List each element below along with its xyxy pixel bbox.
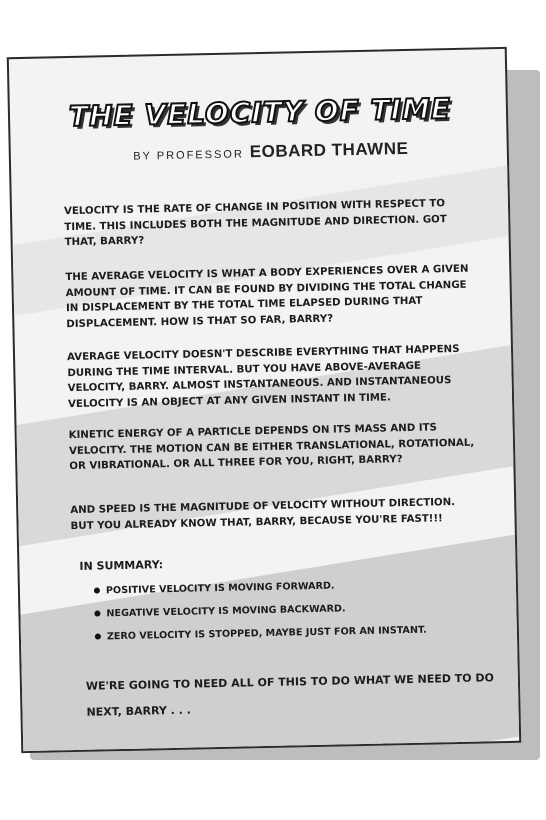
closing-text: WE'RE GOING TO NEED ALL OF THIS TO DO WHAT WE NEED TO DO NEXT, BARRY . . . [85, 671, 495, 719]
list-item-text: ZERO VELOCITY IS STOPPED, MAYBE JUST FOR AN INSTANT. [106, 624, 427, 643]
paper-sheet [7, 47, 521, 753]
paragraph: AVERAGE VELOCITY DOESN'T DESCRIBE EVERYTHING THAT HAPPENS DURING THE TIME INTERVAL. BUT YOU HAVE ABOVE-AVERAGE VELOCITY, BARRY. ALMOST INSTANTANEOUS. AND INSTANTANEOUS VELOCITY IS AN OBJECT AT ANY GIVEN INSTANT IN TIME. [66, 343, 460, 410]
list-item [95, 625, 427, 643]
bullet-icon [94, 610, 100, 616]
list-item-text: POSITIVE VELOCITY IS MOVING FORWARD. [105, 580, 335, 597]
list-item [94, 602, 426, 620]
summary-heading: IN SUMMARY: [79, 558, 164, 573]
paragraph: VELOCITY IS THE RATE OF CHANGE IN POSITION WITH RESPECT TO TIME. THIS INCLUDES BOTH THE MAGNITUDE AND DIRECTION. GOT THAT, BARRY? [63, 198, 447, 249]
byline-prefix: BY PROFESSOR [133, 148, 244, 163]
paragraph: KINETIC ENERGY OF A PARTICLE DEPENDS ON ITS MASS AND ITS VELOCITY. THE MOTION CAN BE EITHER TRANSLATIONAL, ROTATIONAL, OR VIBRATIONAL. OR ALL THREE FOR YOU, RIGHT, BARRY? [68, 422, 475, 473]
summary-list [94, 579, 427, 655]
byline [91, 138, 451, 166]
bullet-icon [95, 633, 101, 639]
paragraph: THE AVERAGE VELOCITY IS WHAT A BODY EXPERIENCES OVER A GIVEN AMOUNT OF TIME. IT CAN BE FOUND BY DIVIDING THE TOTAL CHANGE IN DISPLACEMENT BY THE TOTAL TIME ELAPSED DURING THAT DISPLACEMENT. HOW IS THAT SO FAR, BARRY? [65, 263, 469, 330]
paragraph: AND SPEED IS THE MAGNITUDE OF VELOCITY WITHOUT DIRECTION. BUT YOU ALREADY KNOW THAT, BARRY, BECAUSE YOU'RE FAST!!! [70, 497, 456, 532]
author-name: EOBARD THAWNE [249, 138, 409, 162]
document-title: THE VELOCITY OF TIME [68, 92, 452, 134]
bullet-icon [94, 587, 100, 593]
list-item [94, 579, 426, 597]
list-item-text: NEGATIVE VELOCITY IS MOVING BACKWARD. [106, 603, 346, 620]
document-content [9, 49, 519, 751]
